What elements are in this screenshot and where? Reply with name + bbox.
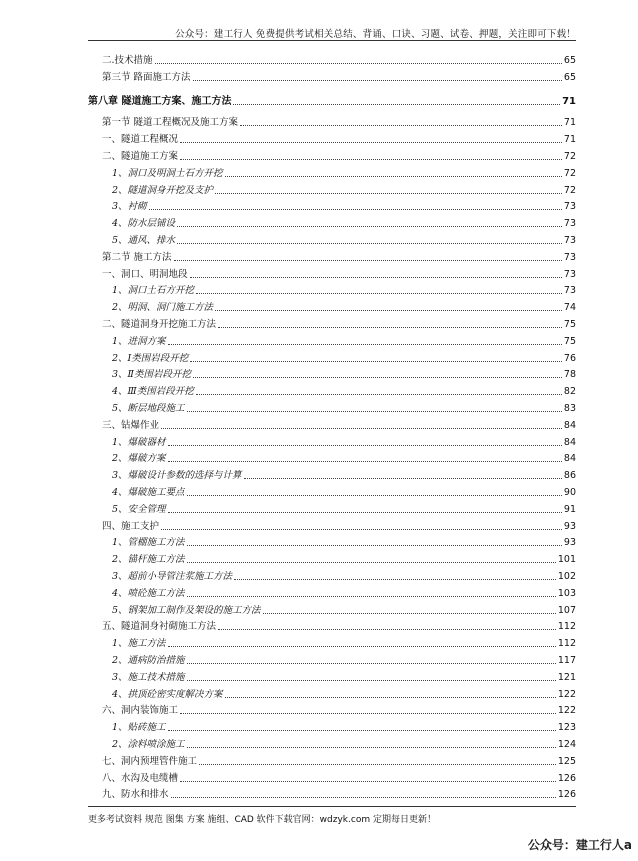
toc-leader-dots (190, 360, 562, 362)
toc-entry[interactable] (88, 602, 576, 617)
toc-entry-page-number: 86 (563, 470, 576, 482)
toc-entry-title: 四、施工支护 (102, 520, 160, 532)
toc-entry[interactable] (88, 501, 576, 516)
toc-entry-page-number: 74 (563, 302, 576, 314)
toc-entry-page-number: 123 (557, 722, 576, 734)
toc-entry-page-number: 75 (563, 335, 576, 347)
toc-entry-title: 一、隧道工程概况 (102, 134, 179, 146)
toc-entry[interactable] (88, 786, 576, 801)
toc-leader-dots (168, 444, 562, 446)
toc-entry[interactable] (88, 686, 576, 701)
toc-entry-page-number: 117 (557, 655, 576, 666)
toc-entry[interactable] (88, 702, 576, 717)
toc-leader-dots (187, 595, 556, 597)
page-footer: 更多考试资料 规范 图集 方案 施组、CAD 软件下载官网：wdzyk.com 定期每日更新！ (88, 815, 436, 825)
toc-leader-dots (177, 242, 562, 244)
toc-entry-title: 二、隧道施工方案 (102, 151, 179, 162)
toc-entry-title: 2、明洞、洞门施工方法 (112, 302, 214, 314)
toc-entry-page-number: 93 (563, 537, 576, 549)
toc-entry[interactable] (88, 551, 576, 566)
toc-entry-page-number: 124 (557, 739, 576, 750)
toc-leader-dots (233, 103, 560, 105)
toc-entry-page-number: 112 (557, 638, 576, 650)
toc-entry-title: 5、断层地段施工 (112, 403, 185, 414)
toc-entry[interactable] (88, 618, 576, 633)
toc-leader-dots (174, 259, 562, 261)
toc-entry-page-number: 90 (563, 487, 576, 498)
toc-entry[interactable] (88, 249, 576, 264)
toc-entry-page-number: 78 (563, 369, 576, 381)
toc-entry[interactable] (88, 316, 576, 331)
toc-entry-title: 2、Ⅰ类围岩段开挖 (112, 352, 189, 364)
toc-entry[interactable] (88, 215, 576, 230)
toc-leader-dots (168, 645, 556, 647)
toc-entry-page-number: 73 (563, 218, 576, 230)
toc-leader-dots (190, 276, 562, 278)
toc-entry-title: 4、Ⅲ类围岩段开挖 (112, 386, 194, 398)
toc-entry-page-number: 73 (563, 285, 576, 297)
toc-entry[interactable] (88, 753, 576, 768)
toc-entry-title: 3、爆破设计参数的选择与计算 (112, 470, 242, 482)
toc-entry-title: 一、洞口、明洞地段 (102, 268, 188, 280)
toc-leader-dots (180, 712, 556, 714)
toc-entry-title: 2、隧道洞身开挖及支护 (112, 184, 214, 196)
toc-leader-dots (225, 175, 562, 177)
toc-entry-page-number: 65 (563, 71, 576, 83)
toc-entry-page-number: 71 (562, 95, 576, 107)
toc-entry[interactable] (88, 484, 576, 499)
toc-entry-title: 八、水沟及电缆槽 (102, 772, 179, 784)
toc-entry-title: 2、锚杆施工方法 (112, 554, 185, 566)
toc-leader-dots (244, 477, 562, 479)
toc-entry[interactable] (88, 114, 576, 129)
toc-leader-dots (199, 763, 556, 765)
toc-leader-dots (149, 208, 562, 210)
toc-entry-page-number: 73 (563, 201, 576, 213)
toc-entry-title: 七、洞内预埋管件施工 (102, 755, 198, 767)
toc-entry[interactable] (88, 568, 576, 583)
page-header: 公众号：建工行人 免费提供考试相关总结、背诵、口诀、习题、试卷、押题，关注即可下载！ (175, 29, 576, 40)
toc-entry-page-number: 76 (563, 352, 576, 364)
toc-entry-page-number: 75 (563, 319, 576, 330)
toc-entry-title: 1、施工方法 (112, 638, 166, 650)
toc-entry[interactable] (88, 467, 576, 482)
toc-leader-dots (218, 326, 562, 328)
toc-entry-title: 3、衬砌 (112, 201, 147, 213)
toc-entry[interactable] (88, 669, 576, 684)
toc-entry[interactable] (88, 719, 576, 734)
toc-entry-page-number: 71 (563, 117, 576, 129)
toc-leader-dots (187, 679, 556, 681)
toc-entry-title: 1、进洞方案 (112, 335, 166, 347)
toc-entry[interactable] (88, 736, 576, 751)
toc-entry-page-number: 93 (563, 520, 576, 532)
toc-entry-title: 三、钻爆作业 (102, 419, 160, 431)
toc-leader-dots (240, 124, 562, 126)
toc-leader-dots (180, 141, 562, 143)
toc-leader-dots (187, 494, 562, 496)
toc-entry-title: 二.技术措施 (102, 55, 153, 66)
toc-entry-title: 第二节 施工方法 (102, 251, 172, 263)
toc-entry[interactable] (88, 585, 576, 600)
toc-entry-page-number: 84 (563, 436, 576, 448)
toc-entry[interactable] (88, 93, 576, 108)
toc-entry-title: 1、洞口及明洞土石方开挖 (112, 167, 223, 179)
toc-leader-dots (177, 225, 562, 227)
toc-entry[interactable] (88, 333, 576, 348)
watermark: 公众号：建工行人a (527, 838, 632, 852)
toc-entry-page-number: 72 (563, 167, 576, 179)
toc-entry-title: 五、隧道洞身衬砌施工方法 (102, 621, 217, 633)
toc-entry[interactable] (88, 52, 576, 67)
toc-leader-dots (180, 780, 556, 782)
toc-entry-title: 1、贴砖施工 (112, 722, 166, 734)
toc-entry[interactable] (88, 350, 576, 365)
toc-entry[interactable] (88, 635, 576, 650)
toc-entry[interactable] (88, 266, 576, 281)
toc-leader-dots (168, 343, 562, 345)
toc-leader-dots (215, 192, 562, 194)
toc-entry[interactable] (88, 434, 576, 449)
toc-entry[interactable] (88, 182, 576, 197)
toc-entry-page-number: 121 (557, 671, 576, 683)
toc-entry[interactable] (88, 652, 576, 667)
toc-leader-dots (168, 729, 556, 731)
toc-entry-page-number: 73 (563, 268, 576, 280)
toc-entry[interactable] (88, 69, 576, 84)
toc-entry-page-number: 126 (557, 789, 576, 801)
toc-entry[interactable] (88, 383, 576, 398)
toc-entry-title: 4、喷砼施工方法 (112, 587, 185, 599)
toc-entry-page-number: 126 (557, 772, 576, 784)
toc-entry-page-number: 82 (563, 386, 576, 398)
toc-entry-title: 六、洞内装饰施工 (102, 705, 179, 717)
toc-entry-title: 2、爆破方案 (112, 453, 166, 465)
toc-entry-page-number: 102 (557, 571, 576, 582)
toc-leader-dots (187, 746, 556, 748)
footer-divider (88, 806, 576, 807)
toc-entry-page-number: 84 (563, 453, 576, 465)
toc-leader-dots (168, 511, 562, 513)
toc-leader-dots (225, 696, 556, 698)
toc-entry[interactable] (88, 450, 576, 465)
toc-leader-dots (187, 544, 562, 546)
toc-leader-dots (196, 292, 562, 294)
toc-entry-title: 二、隧道洞身开挖施工方法 (102, 319, 217, 330)
toc-leader-dots (168, 460, 562, 462)
toc-entry[interactable] (88, 165, 576, 180)
toc-entry[interactable] (88, 366, 576, 381)
toc-leader-dots (187, 561, 556, 563)
toc-entry-page-number: 91 (563, 503, 576, 515)
toc-entry-page-number: 72 (563, 184, 576, 196)
toc-leader-dots (171, 796, 556, 798)
toc-entry[interactable] (88, 131, 576, 146)
toc-entry-title: 5、通风、排水 (112, 235, 176, 246)
toc-entry-title: 1、爆破器材 (112, 436, 166, 448)
toc-entry[interactable] (88, 518, 576, 533)
toc-leader-dots (215, 309, 562, 311)
toc-entry-page-number: 65 (563, 55, 576, 66)
toc-entry[interactable] (88, 232, 576, 247)
toc-entry-title: 4、爆破施工要点 (112, 487, 185, 498)
toc-entry[interactable] (88, 198, 576, 213)
toc-entry-page-number: 125 (557, 755, 576, 767)
toc-leader-dots (155, 62, 562, 64)
toc-entry[interactable] (88, 282, 576, 297)
toc-leader-dots (193, 79, 562, 81)
toc-leader-dots (196, 393, 562, 395)
toc-leader-dots (161, 427, 562, 429)
toc-entry-title: 九、防水和排水 (102, 789, 169, 801)
toc-entry-title: 2、通病防治措施 (112, 655, 185, 666)
toc-entry-page-number: 112 (557, 621, 576, 633)
toc-entry[interactable] (88, 534, 576, 549)
toc-entry-page-number: 122 (557, 688, 576, 700)
toc-entry-title: 1、洞口土石方开挖 (112, 285, 195, 297)
toc-entry[interactable] (88, 148, 576, 163)
toc-leader-dots (234, 578, 556, 580)
toc-entry-page-number: 83 (563, 403, 576, 414)
toc-entry-title: 5、安全管理 (112, 503, 166, 515)
toc-leader-dots (193, 376, 562, 378)
toc-leader-dots (180, 158, 562, 160)
toc-entry-page-number: 71 (563, 134, 576, 146)
toc-entry-title: 第三节 路面施工方法 (102, 71, 191, 83)
toc-entry-title: 第一节 隧道工程概况及施工方案 (102, 117, 239, 129)
toc-leader-dots (187, 410, 562, 412)
header-divider (88, 40, 576, 41)
toc-leader-dots (161, 528, 562, 530)
toc-entry-title: 5、钢架加工制作及架设的施工方法 (112, 604, 261, 616)
toc-entry-page-number: 84 (563, 419, 576, 431)
toc-entry[interactable] (88, 417, 576, 432)
toc-entry[interactable] (88, 770, 576, 785)
toc-entry-page-number: 122 (557, 705, 576, 717)
toc-entry-page-number: 73 (563, 235, 576, 246)
toc-leader-dots (218, 628, 556, 630)
toc-entry-title: 1、管棚施工方法 (112, 537, 185, 549)
toc-entry-page-number: 72 (563, 151, 576, 162)
toc-leader-dots (187, 662, 556, 664)
toc-entry-title: 3、Ⅱ类围岩段开挖 (112, 369, 192, 381)
toc-leader-dots (263, 612, 556, 614)
toc-entry-title: 第八章 隧道施工方案、施工方法 (88, 95, 232, 107)
toc-entry-title: 4、拱顶砼密实度解决方案 (112, 688, 223, 700)
toc-entry[interactable] (88, 400, 576, 415)
toc-entry-page-number: 73 (563, 251, 576, 263)
toc-entry-page-number: 107 (557, 604, 576, 616)
toc-entry-title: 2、涂料喷涂施工 (112, 739, 185, 750)
toc-entry-page-number: 103 (557, 587, 576, 599)
toc-entry-page-number: 101 (557, 554, 576, 566)
toc-entry[interactable] (88, 299, 576, 314)
toc-entry-title: 3、施工技术措施 (112, 671, 185, 683)
toc-entry-title: 3、超前小导管注浆施工方法 (112, 571, 233, 582)
toc-entry-title: 4、防水层铺设 (112, 218, 176, 230)
